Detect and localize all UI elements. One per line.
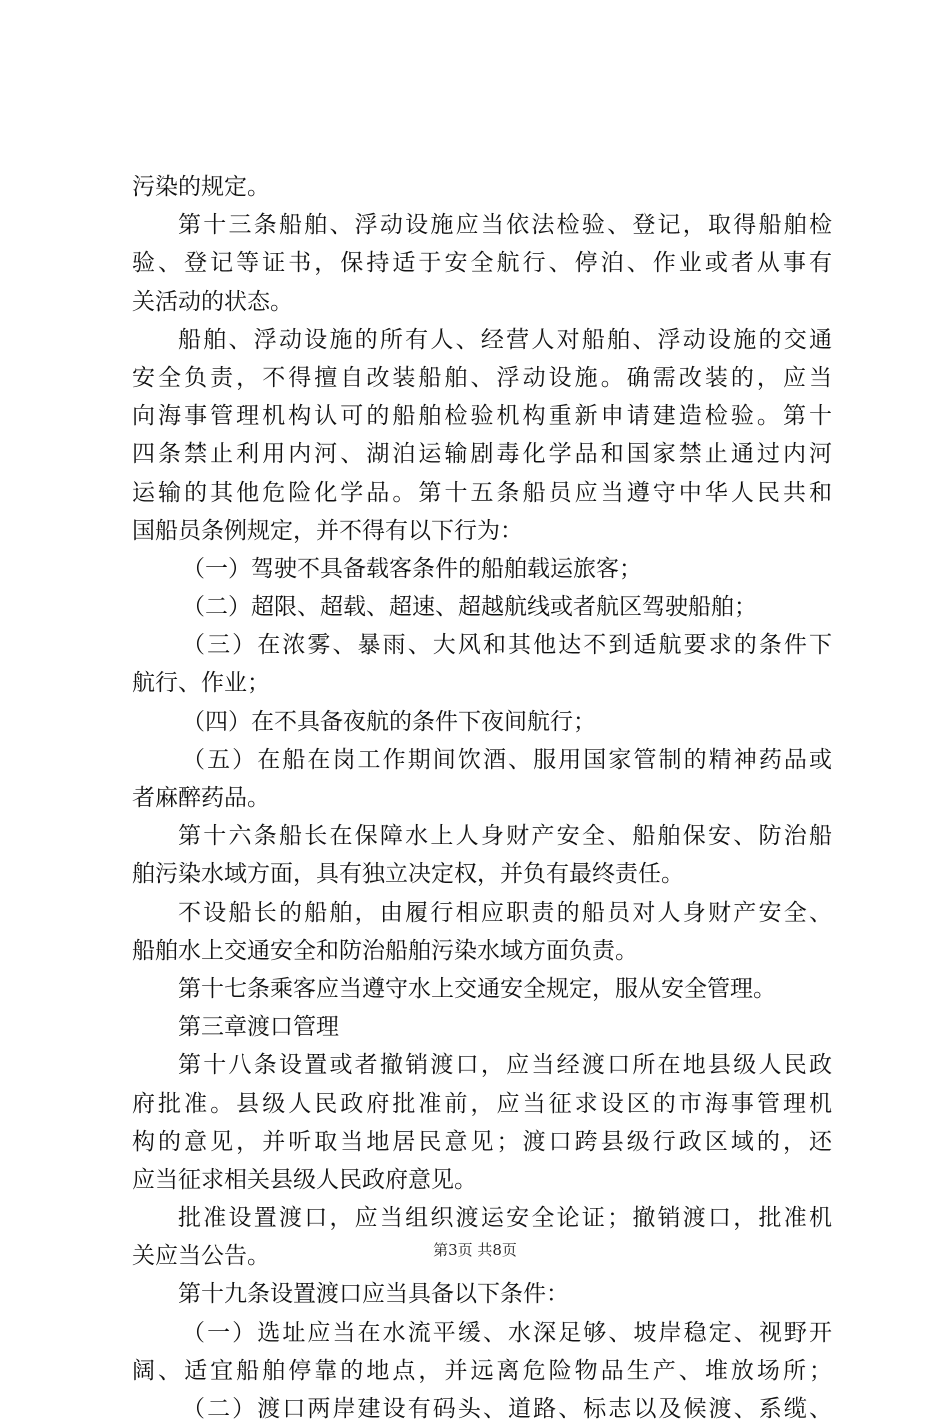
page-number-footer: 第3页 共8页 bbox=[433, 1241, 517, 1259]
text-line: （一）选址应当在水流平缓、水深足够、坡岸稳定、视野开 bbox=[182, 1319, 832, 1346]
text-line: 舶污染水域方面，具有独立决定权，并负有最终责任。 bbox=[132, 861, 684, 888]
text-line: （二）超限、超载、超速、超越航线或者航区驾驶船舶； bbox=[182, 594, 757, 621]
text-line: （二）渡口两岸建设有码头、道路、标志以及候渡、系缆、 bbox=[182, 1396, 832, 1422]
text-line: 第十三条船舶、浮动设施应当依法检验、登记，取得船舶检 bbox=[178, 212, 832, 239]
text-line: 应当征求相关县级人民政府意见。 bbox=[132, 1166, 477, 1193]
text-line: （一）驾驶不具备载客条件的船舶载运旅客； bbox=[182, 555, 642, 582]
text-line: 第十八条设置或者撤销渡口，应当经渡口所在地县级人民政 bbox=[178, 1052, 832, 1079]
text-line: 者麻醉药品。 bbox=[132, 785, 270, 811]
text-line: 阔、适宜船舶停靠的地点，并远离危险物品生产、堆放场所； bbox=[132, 1357, 832, 1384]
text-line: 府批准。县级人民政府批准前，应当征求设区的市海事管理机 bbox=[132, 1090, 832, 1117]
text-line: 第十七条乘客应当遵守水上交通安全规定，服从安全管理。 bbox=[178, 975, 776, 1002]
text-line: 航行、作业； bbox=[132, 670, 270, 697]
text-line: 第十六条船长在保障水上人身财产安全、船舶保安、防治船 bbox=[178, 823, 832, 850]
text-line: 关活动的状态。 bbox=[132, 288, 293, 315]
text-line: 关应当公告。 bbox=[132, 1243, 270, 1270]
chapter-heading: 第三章渡口管理 bbox=[178, 1014, 339, 1041]
text-line: 向海事管理机构认可的船舶检验机构重新申请建造检验。第十 bbox=[132, 403, 832, 430]
text-line: 污染的规定。 bbox=[132, 174, 270, 200]
text-line: 船舶水上交通安全和防治船舶污染水域方面负责。 bbox=[132, 937, 638, 964]
text-line: 第十九条设置渡口应当具备以下条件： bbox=[178, 1281, 569, 1308]
text-line: 验、登记等证书，保持适于安全航行、停泊、作业或者从事有 bbox=[132, 250, 832, 277]
text-line: 批准设置渡口，应当组织渡运安全论证；撤销渡口，批准机 bbox=[178, 1205, 832, 1232]
text-line: （四）在不具备夜航的条件下夜间航行； bbox=[182, 708, 596, 735]
text-line: 船舶、浮动设施的所有人、经营人对船舶、浮动设施的交通 bbox=[178, 326, 832, 353]
text-line: 运输的其他危险化学品。第十五条船员应当遵守中华人民共和 bbox=[132, 479, 832, 506]
text-line: 国船员条例规定，并不得有以下行为： bbox=[132, 517, 523, 544]
document-body bbox=[132, 168, 832, 1428]
text-line: 四条禁止利用内河、湖泊运输剧毒化学品和国家禁止通过内河 bbox=[132, 441, 832, 468]
text-line: （三）在浓雾、暴雨、大风和其他达不到适航要求的条件下 bbox=[182, 632, 832, 659]
text-line: 不设船长的船舶，由履行相应职责的船员对人身财产安全、 bbox=[178, 899, 832, 926]
text-line: 构的意见，并听取当地居民意见；渡口跨县级行政区域的，还 bbox=[132, 1128, 832, 1155]
text-line: （五）在船在岗工作期间饮酒、服用国家管制的精神药品或 bbox=[182, 746, 832, 773]
text-line: 安全负责，不得擅自改装船舶、浮动设施。确需改装的，应当 bbox=[132, 364, 832, 391]
